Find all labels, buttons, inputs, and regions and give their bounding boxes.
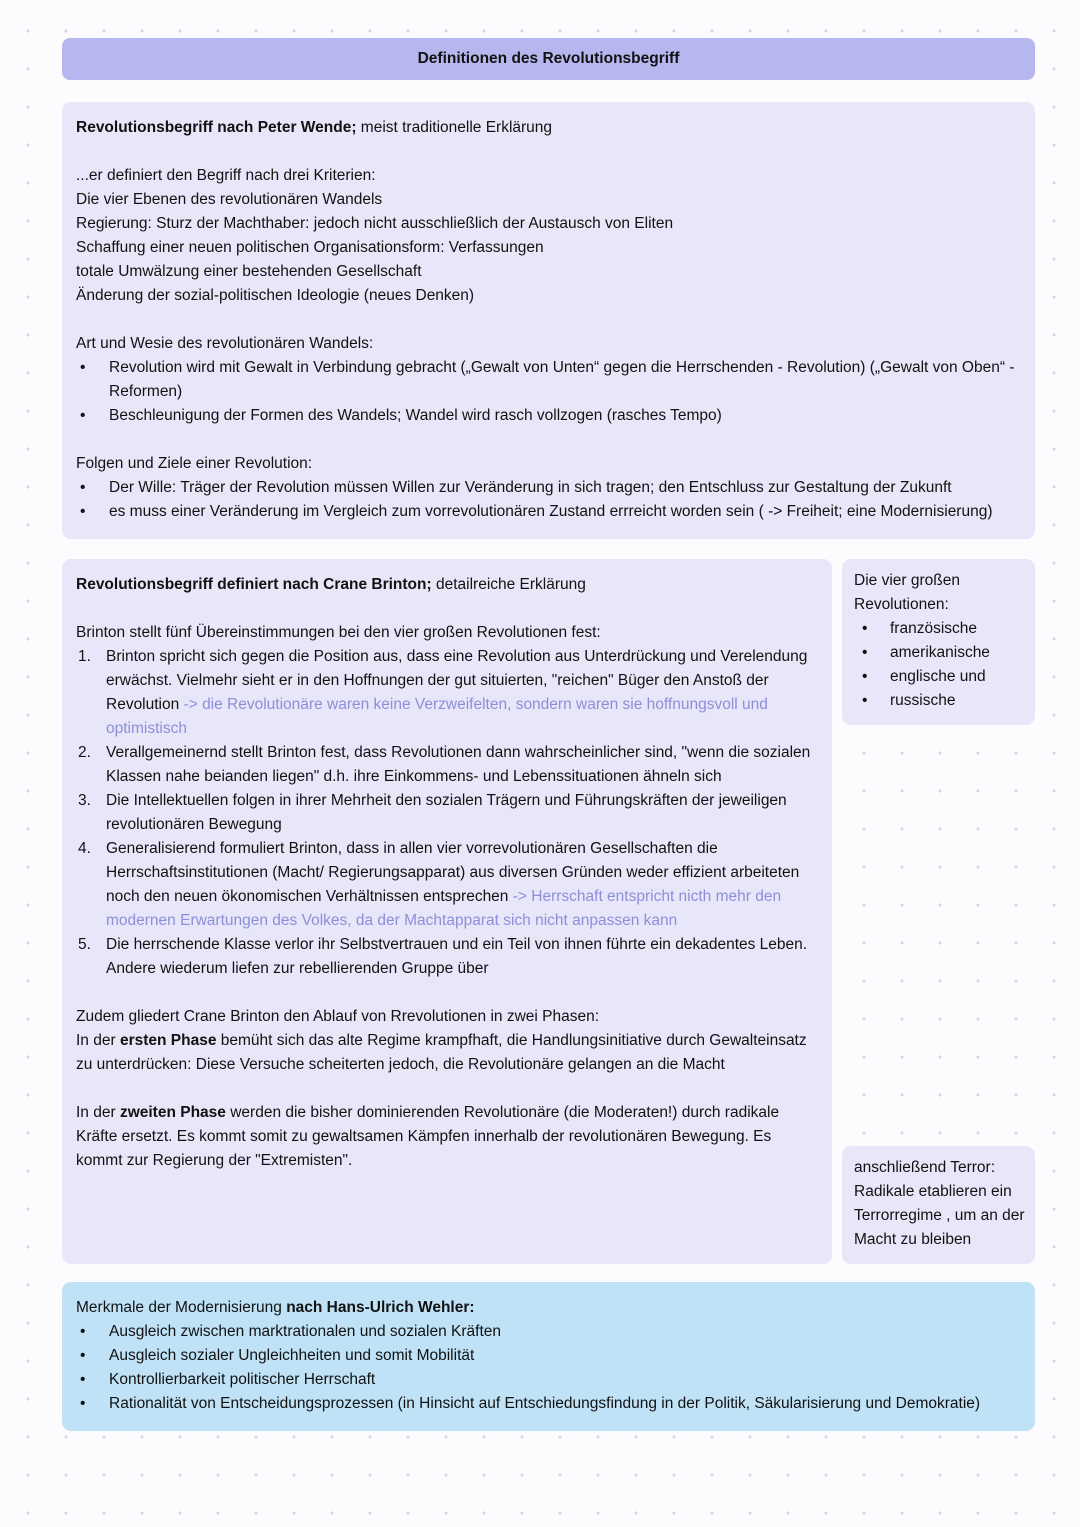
spacer [76, 308, 1017, 332]
brinton-point-5-text [106, 933, 814, 981]
brinton-card [62, 559, 832, 1264]
art-bullet-2 [76, 404, 1017, 428]
spacer [76, 140, 1017, 164]
revolution-item-3 [854, 665, 1025, 689]
brinton-point-5 [76, 933, 814, 981]
revolution-item-2 [854, 641, 1025, 665]
brinton-point-2 [76, 741, 814, 789]
wende-card-title [76, 116, 1017, 140]
wehler-bullet-2 [76, 1344, 1017, 1368]
brinton-point-2-text [106, 741, 814, 789]
brinton-card-title [76, 573, 814, 597]
revolution-item-2-text: • amerikanische [890, 644, 990, 661]
phase2-rest: werden die bisher dominierenden Revolutionäre (die Moderaten!) durch radikale Kräfte ersetzt. Es kommt somit zu gewaltsamen Kämpfen innerhalb der revolutionären Bewegung. Es kommt zur Regierung der "Extremisten". [76, 1104, 780, 1169]
terror-note [842, 1146, 1035, 1264]
wehler-card-title [76, 1296, 1017, 1320]
folgen-bullet-1 [76, 476, 1017, 500]
spacer [76, 981, 814, 1005]
brinton-point-4-main: Generalisierend formuliert Brinton, dass in allen vier vorrevolutionären Gesellschaften die Herrschaftsinstitutionen (Macht/ Regierungsapparat) aus diversen Gründen weder effizient arbeiteten noch den neuen ökonomischen Verhältnissen entsprechen [106, 840, 800, 905]
spacer [76, 428, 1017, 452]
brinton-point-1-text [106, 645, 814, 741]
phase2-prefix: In der [76, 1104, 120, 1121]
phase2-paragraph [76, 1101, 814, 1173]
brinton-point-2-main: Verallgemeinernd stellt Brinton fest, dass Revolutionen dann wahrscheinlicher sind, "wenn die sozialen Klassen nahe beianden liegen" d.h. ihre Einkommens- und Lebenssituationen ähneln sich [106, 744, 811, 785]
criteria-line-5: totale Umwälzung einer bestehenden Gesellschaft [76, 263, 422, 280]
criteria-line-2: Die vier Ebenen des revolutionären Wandels [76, 191, 383, 208]
art-heading: Art und Wesie des revolutionären Wandels: [76, 335, 374, 352]
brinton-point-5-main: Die herrschende Klasse verlor ihr Selbstvertrauen und ein Teil von ihnen führte ein dekadentes Leben. Andere wiederum liefen zur rebellierenden Gruppe über [106, 936, 808, 977]
revolution-item-1 [854, 617, 1025, 641]
criteria-line-6: Änderung der sozial-politischen Ideologie (neues Denken) [76, 287, 475, 304]
brinton-card-title-bold: Revolutionsbegriff definiert nach Crane Brinton; [76, 576, 432, 593]
phase1-prefix: In der [76, 1032, 120, 1049]
wehler-bullet-3-text: • Kontrollierbarkeit politischer Herrschaft [109, 1371, 376, 1388]
brinton-intro: Brinton stellt fünf Übereinstimmungen bei den vier großen Revolutionen fest: [76, 624, 601, 641]
phase1-rest: bemüht sich das alte Regime krampfhaft, die Handlungsinitiative durch Gewalteinsatz zu unterdrücken: Diese Versuche scheiterten jedoch, die Revolutionäre gelangen an die Macht [76, 1032, 807, 1073]
phase1-bold: ersten Phase [119, 1032, 217, 1049]
brinton-point-3-main: Die Intellektuellen folgen in ihrer Mehrheit den sozialen Trägern und Führungskräften der jeweiligen revolutionären Bewegung [106, 792, 787, 833]
wehler-bullet-4-text: • Rationalität von Entscheidungsprozessen (in Hinsicht auf Entschiedungsfindung in der Politik, Säkularisierung und Demokratie) [109, 1395, 981, 1412]
wehler-card [62, 1282, 1035, 1431]
sidebar-notes [842, 559, 1035, 1264]
spacer [76, 597, 814, 621]
revolution-item-4-text: • russische [890, 692, 956, 709]
revolutions-note-heading: Die vier großen Revolutionen: [854, 572, 960, 613]
revolution-item-4 [854, 689, 1025, 713]
art-bullet-1-text: • Revolution wird mit Gewalt in Verbindung gebracht („Gewalt von Unten“ gegen die Herrschenden - Revolution) („Gewalt von Oben“ - Reformen) [109, 359, 1015, 400]
brinton-point-1-annotation: -> die Revolutionäre waren keine Verzweifelten, sondern waren sie hoffnungsvoll und optimistisch [106, 696, 768, 737]
revolution-item-1-text: • französische [890, 620, 978, 637]
criteria-line-3: Regierung: Sturz der Machthaber: jedoch nicht ausschließlich der Austausch von Eliten [76, 215, 674, 232]
wehler-bullet-2-text: • Ausgleich sozialer Ungleichheiten und somit Mobilität [109, 1347, 475, 1364]
folgen-bullet-1-text: • Der Wille: Träger der Revolution müssen Willen zur Veränderung in sich tragen; den Entschluss zur Gestaltung der Zukunft [109, 479, 952, 496]
wende-card [62, 102, 1035, 539]
wehler-bullet-1-text: • Ausgleich zwischen marktrationalen und sozialen Kräften [109, 1323, 502, 1340]
criteria-line-4: Schaffung einer neuen politischen Organisationsform: Verfassungen [76, 239, 544, 256]
brinton-point-1-number: 1. [78, 648, 91, 665]
brinton-row [62, 559, 1035, 1264]
brinton-card-title-rest: detailreiche Erklärung [431, 576, 586, 593]
art-bullet-1 [76, 356, 1017, 404]
revolution-item-3-text: • englische und [890, 668, 986, 685]
brinton-point-3-text [106, 789, 814, 837]
brinton-point-4-annotation: -> Herrschaft entspricht nicth mehr den modernen Erwartungen des Volkes, da der Machtapparat sich nicht anpassen kann [106, 888, 782, 929]
brinton-point-1 [76, 645, 814, 741]
wehler-bullet-1 [76, 1320, 1017, 1344]
criteria-line-1: ...er definiert den Begriff nach drei Kriterien: [76, 167, 376, 184]
brinton-point-4 [76, 837, 814, 933]
revolutions-note [842, 559, 1035, 725]
spacer [76, 1077, 814, 1101]
phase1-paragraph [76, 1029, 814, 1077]
brinton-point-2-number: 2. [78, 744, 91, 761]
title-banner [62, 38, 1035, 80]
phase2-bold: zweiten Phase [119, 1104, 226, 1121]
terror-note-text: anschließend Terror: Radikale etablieren ein Terrorregime , um an der Macht zu bleiben [854, 1159, 1025, 1248]
brinton-point-3-number: 3. [78, 792, 91, 809]
folgen-bullet-2 [76, 500, 1017, 524]
phases-intro: Zudem gliedert Crane Brinton den Ablauf von Rrevolutionen in zwei Phasen: [76, 1008, 600, 1025]
wende-card-title-bold: Revolutionsbegriff nach Peter Wende; [76, 119, 357, 136]
folgen-heading: Folgen und Ziele einer Revolution: [76, 455, 313, 472]
page-title: Definitionen des Revolutionsbegriff [417, 50, 680, 67]
art-bullet-2-text: • Beschleunigung der Formen des Wandels; Wandel wird rasch vollzogen (rasches Tempo) [109, 407, 722, 424]
brinton-point-5-number: 5. [78, 936, 91, 953]
brinton-point-4-text [106, 837, 814, 933]
wehler-bullet-3 [76, 1368, 1017, 1392]
brinton-point-3 [76, 789, 814, 837]
folgen-bullet-2-text: • es muss einer Veränderung im Vergleich zum vorrevolutionären Zustand errreicht worden sein ( -> Freiheit; eine Modernisierung) [109, 503, 993, 520]
brinton-point-4-number: 4. [78, 840, 91, 857]
wehler-bullet-4 [76, 1392, 1017, 1416]
wehler-card-title-prefix: Merkmale der Modernisierung [76, 1299, 287, 1316]
brinton-point-1-main: Brinton spricht sich gegen die Position aus, dass eine Revolution aus Unterdrückung und Verelendung erwächst. Vielmehr sieht er in den Hoffnungen der gut situierten, "reichen" Büger den Anstoß der Revolution [106, 648, 808, 713]
wehler-card-title-bold: nach Hans-Ulrich Wehler: [286, 1299, 475, 1316]
wende-card-title-rest: meist traditionelle Erklärung [356, 119, 553, 136]
